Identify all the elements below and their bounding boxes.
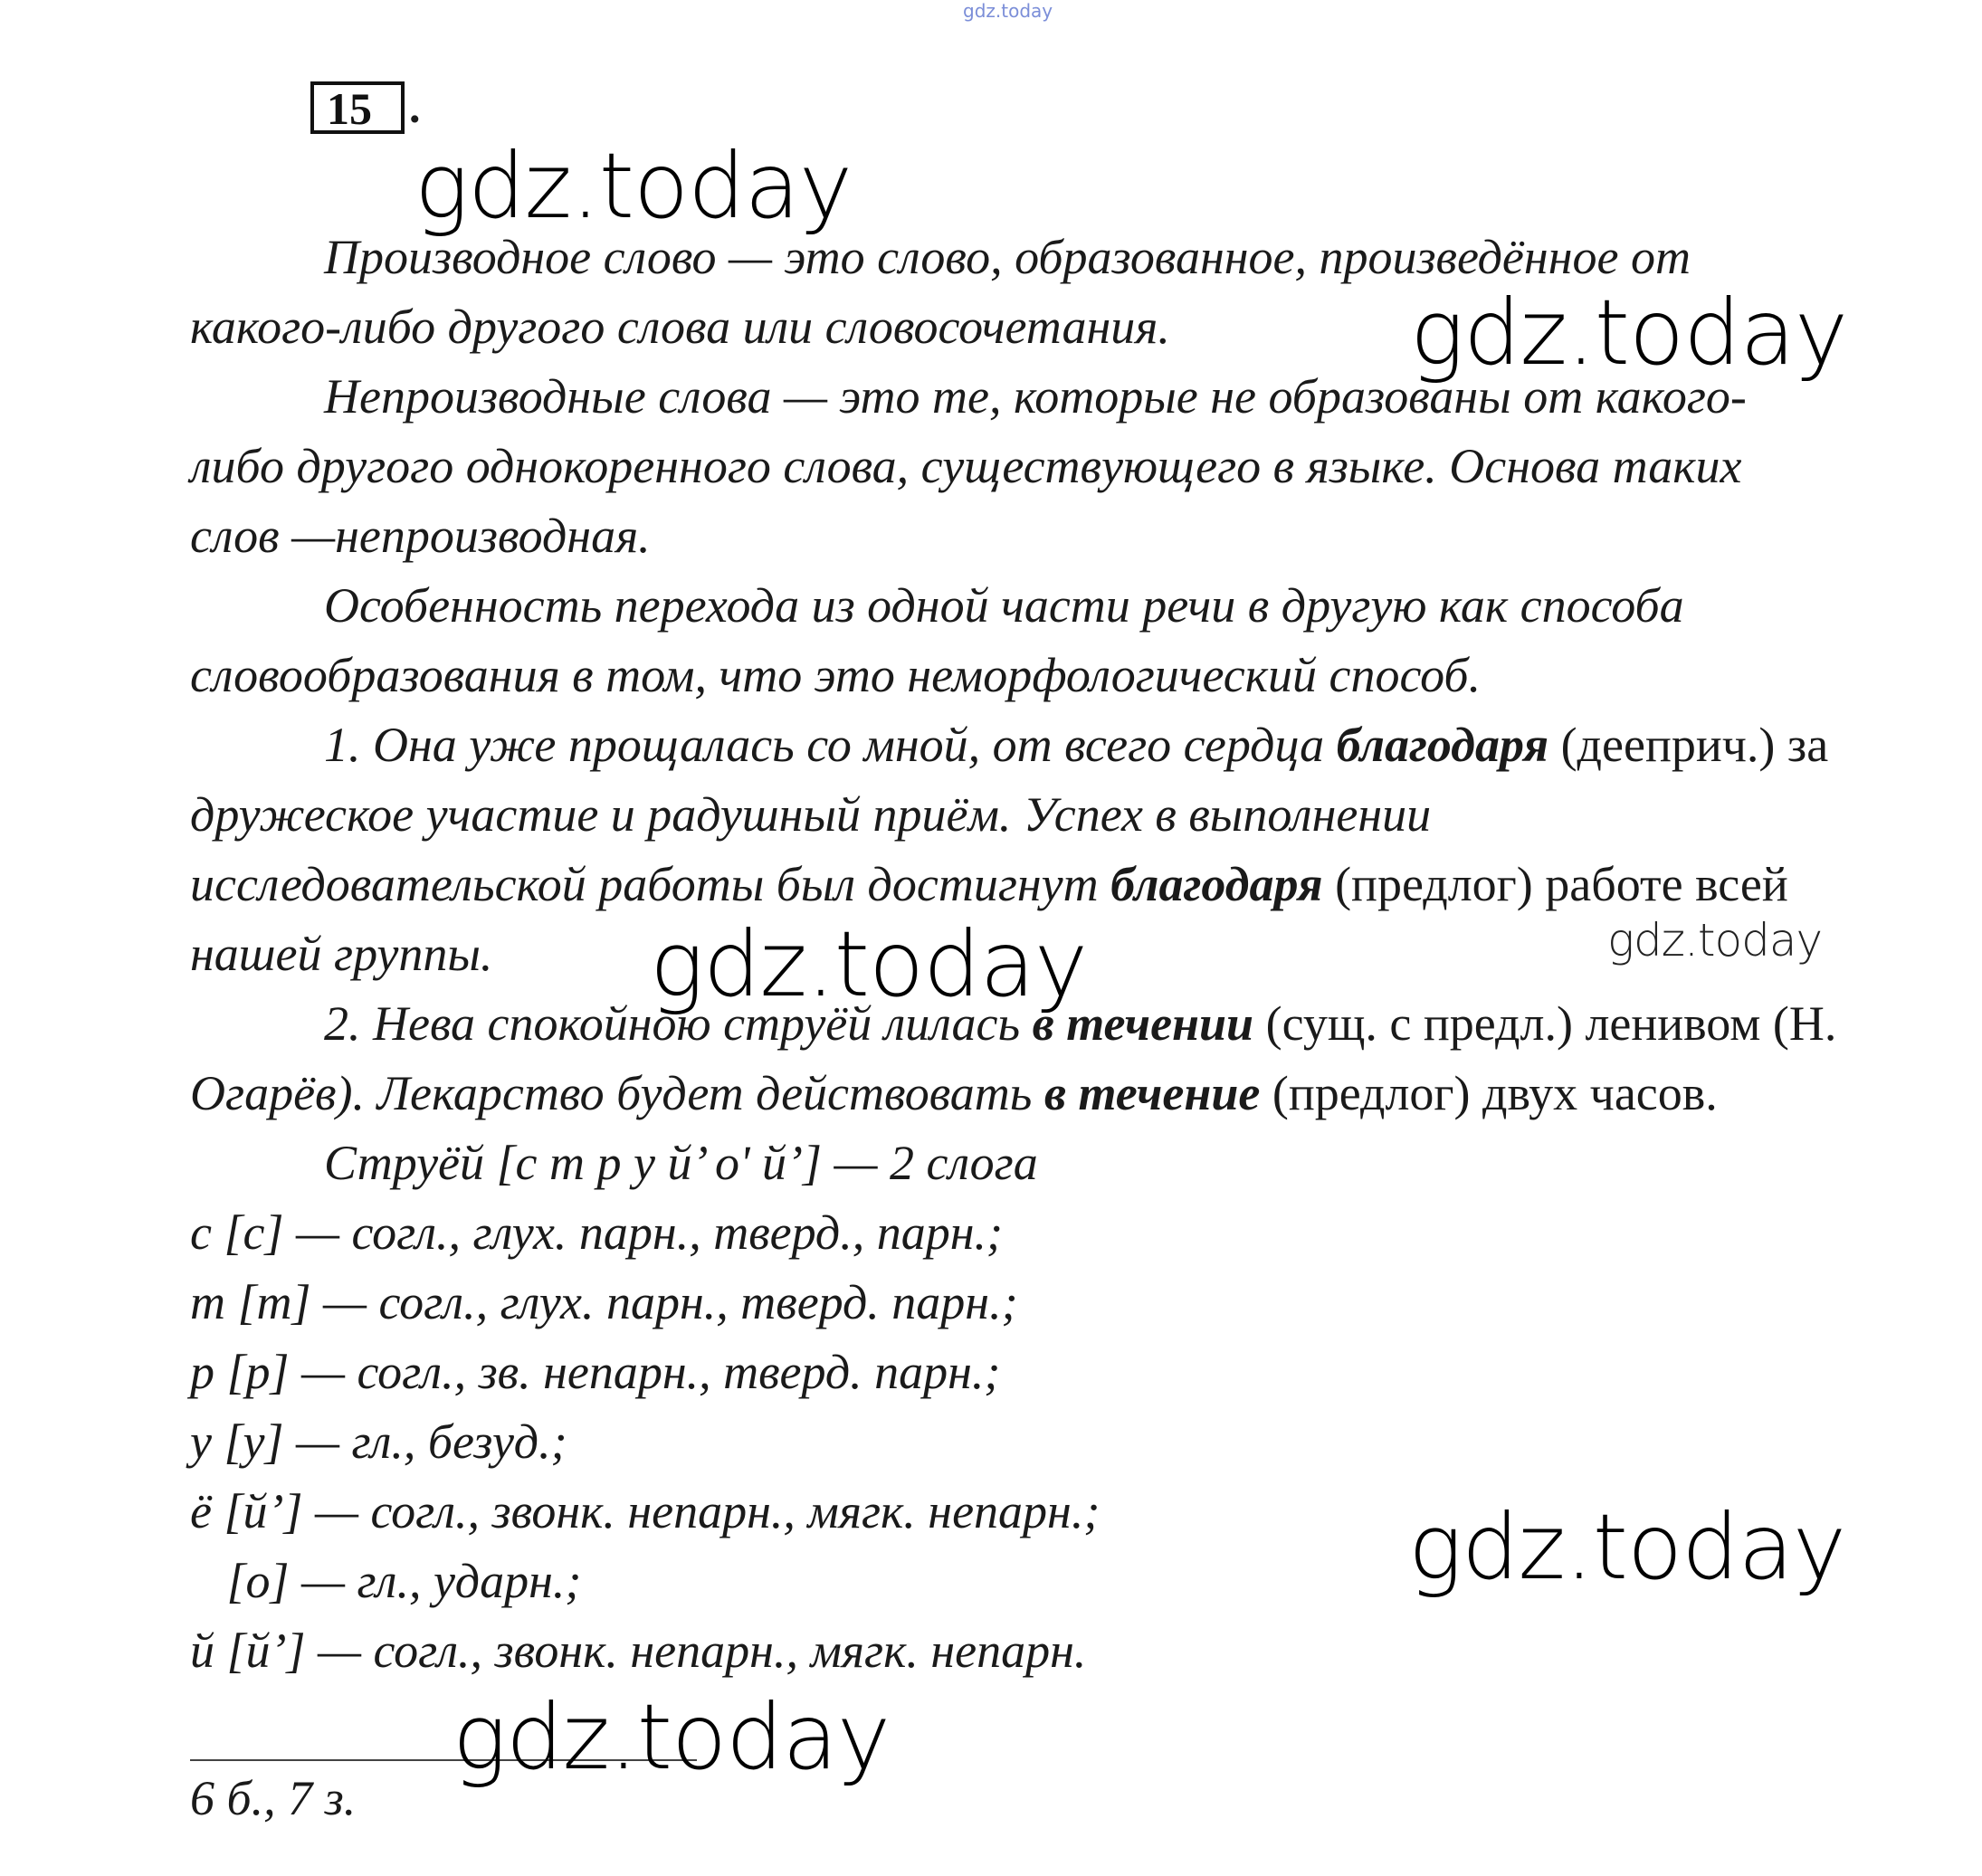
example-2-keyword: в течение xyxy=(1043,1066,1261,1120)
example-1-keyword: благодаря xyxy=(1336,718,1549,772)
example-1-line-1 xyxy=(190,710,1828,780)
phonetics-title: Струёй [с т р у й’ о' й’] — 2 слога xyxy=(324,1136,1038,1190)
example-2-note: (сущ. с предл.) ленивом (Н. xyxy=(1253,996,1837,1051)
watermark: gdz.today xyxy=(1408,1494,1846,1600)
phonetics-row: р [р] — согл., зв. непарн., тверд. парн.; xyxy=(190,1345,1001,1399)
paragraph-3-line-2: словообразования в том, что это неморфологический способ. xyxy=(190,648,1482,702)
paragraph-1-line-1: Производное слово — это слово, образованное, произведённое от xyxy=(324,230,1691,284)
watermark: gdz.today xyxy=(453,1684,891,1790)
example-1-keyword: благодаря xyxy=(1110,857,1323,911)
header-site-mark: gdz.today xyxy=(963,0,1053,22)
example-2-keyword: в течении xyxy=(1032,996,1254,1051)
phonetics-row: [о] — гл., ударн.; xyxy=(190,1554,582,1608)
paragraph-2-line-1: Непроизводные слова — это те, которые не образованы от какого- xyxy=(324,369,1747,424)
paragraph-3-line-1: Особенность перехода из одной части речи в другую как способа xyxy=(324,578,1684,633)
example-1-line-4: нашей группы. xyxy=(190,927,493,981)
phonetics-summary: 6 б., 7 з. xyxy=(190,1771,357,1825)
example-2-note: (предлог) двух часов. xyxy=(1260,1066,1718,1120)
watermark: gdz.today xyxy=(415,133,853,239)
example-2-text: Огарёв). Лекарство будет действовать xyxy=(190,1066,1044,1120)
example-1-note: (предлог) работе всей xyxy=(1322,857,1788,911)
phonetics-row: с [с] — согл., глух. парн., тверд., парн.; xyxy=(190,1205,1003,1260)
example-1-note: (дееприч.) за xyxy=(1548,718,1829,772)
task-number: 15 xyxy=(310,81,405,134)
paragraph-1-line-2: какого-либо другого слова или словосочетания. xyxy=(190,300,1170,354)
task-number-dot: . xyxy=(409,81,421,132)
example-2-line-2 xyxy=(190,1059,1718,1128)
phonetics-row: у [у] — гл., безуд.; xyxy=(190,1414,567,1469)
example-1-line-2: дружеское участие и радушный приём. Успех в выполнении xyxy=(190,787,1432,842)
example-2-text: 2. Нева спокойною струёй лилась xyxy=(324,996,1033,1051)
watermark: gdz.today xyxy=(1410,280,1848,386)
phonetics-row: ё [й’] — согл., звонк. непарн., мягк. непарн.; xyxy=(190,1484,1101,1538)
paragraph-2-line-2: либо другого однокоренного слова, существующего в языке. Основа таких xyxy=(190,439,1742,493)
paragraph-2-line-3: слов —непроизводная. xyxy=(190,509,651,563)
example-1-line-3 xyxy=(190,850,1788,919)
watermark: gdz.today xyxy=(650,911,1088,1017)
phonetics-row: й [й’] — согл., звонк. непарн., мягк. непарн. xyxy=(190,1624,1087,1678)
example-1-text: исследовательской работы был достигнут xyxy=(190,857,1111,911)
watermark: gdz.today xyxy=(1607,914,1823,967)
example-1-text: 1. Она уже прощалась со мной, от всего сердца xyxy=(324,718,1337,772)
phonetics-row: т [т] — согл., глух. парн., тверд. парн.; xyxy=(190,1275,1018,1329)
